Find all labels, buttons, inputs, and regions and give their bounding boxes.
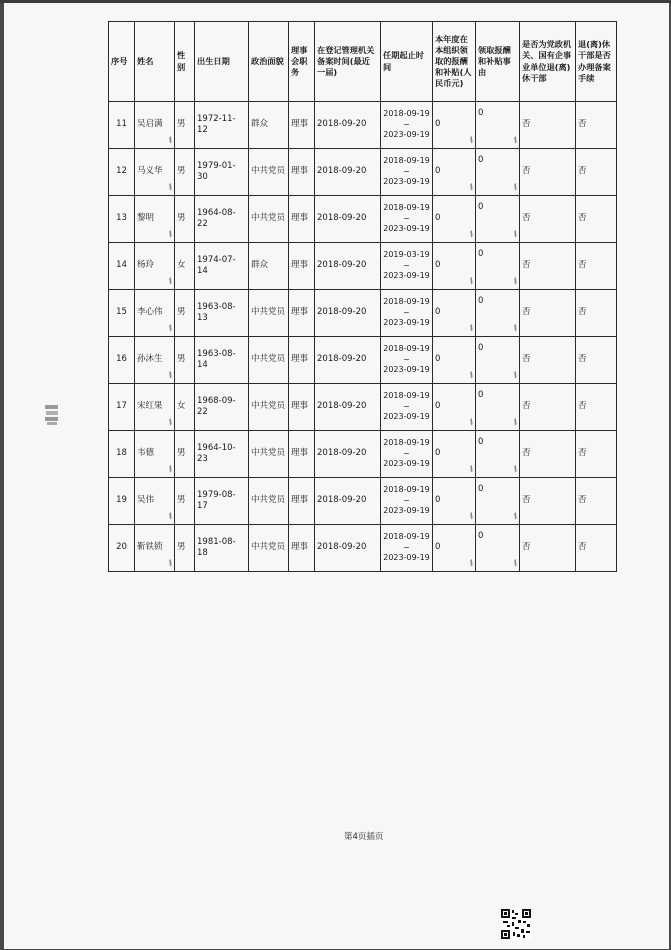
cell-birth: 1974-07-14	[195, 243, 249, 290]
header-procedure: 退(离)休干部是否办理备案手续	[576, 22, 617, 102]
table-row	[109, 196, 617, 243]
cell-retired: 否	[520, 525, 576, 572]
cell-pay	[433, 196, 476, 243]
resize-corner-icon: ⁄⁄	[468, 182, 475, 191]
name-text: 吴伟	[137, 495, 155, 506]
header-seq: 序号	[109, 22, 135, 102]
term-end: 2023-09-19	[383, 459, 430, 469]
cell-birth: 1979-01-30	[195, 149, 249, 196]
cell-name	[135, 384, 175, 431]
cell-retired: 否	[520, 431, 576, 478]
header-gender: 性别	[175, 22, 195, 102]
table-row	[109, 478, 617, 525]
term-start: 2018-09-19	[383, 296, 430, 306]
cell-reason	[476, 290, 520, 337]
cell-seq: 19	[109, 478, 135, 525]
resize-corner-icon: ⁄⁄	[512, 229, 519, 238]
cell-seq: 11	[109, 102, 135, 149]
cell-term	[381, 290, 433, 337]
cell-political: 群众	[249, 243, 289, 290]
pay-text: 0	[435, 542, 441, 553]
resize-corner-icon: ⁄⁄	[512, 182, 519, 191]
reason-text: 0	[478, 249, 484, 259]
name-text: 黎明	[137, 213, 155, 224]
cell-filing: 2018-09-20	[315, 525, 381, 572]
term-sep: ~	[403, 166, 410, 176]
cell-political: 中共党员	[249, 149, 289, 196]
name-text: 宋红果	[137, 401, 163, 412]
resize-corner-icon: ⁄⁄	[468, 323, 475, 332]
cell-seq: 15	[109, 290, 135, 337]
cell-seq: 18	[109, 431, 135, 478]
qr-code-icon	[501, 909, 531, 939]
cell-name	[135, 102, 175, 149]
cell-filing: 2018-09-20	[315, 243, 381, 290]
term-end: 2023-09-19	[383, 365, 430, 375]
cell-procedure: 否	[576, 149, 617, 196]
resize-corner-icon: ⁄⁄	[468, 511, 475, 520]
cell-procedure: 否	[576, 243, 617, 290]
cell-position: 理事	[289, 337, 315, 384]
table-header-row	[109, 22, 617, 102]
cell-political: 群众	[249, 102, 289, 149]
cell-retired: 否	[520, 102, 576, 149]
cell-political: 中共党员	[249, 196, 289, 243]
resize-corner-icon: ⁄⁄	[167, 276, 174, 285]
name-text: 孙沐生	[137, 354, 163, 365]
reason-text: 0	[478, 202, 484, 212]
resize-corner-icon: ⁄⁄	[512, 417, 519, 426]
cell-political: 中共党员	[249, 384, 289, 431]
term-sep: ~	[403, 119, 410, 129]
header-political: 政治面貌	[249, 22, 289, 102]
resize-corner-icon: ⁄⁄	[468, 229, 475, 238]
resize-corner-icon: ⁄⁄	[167, 135, 174, 144]
page-footer: 第4页插页	[344, 832, 384, 842]
term-end: 2023-09-19	[383, 553, 430, 563]
cell-term	[381, 478, 433, 525]
name-text: 李心伟	[137, 307, 163, 318]
header-pay: 本年度在本组织领取的报酬和补贴(人民币元)	[433, 22, 476, 102]
cell-procedure: 否	[576, 384, 617, 431]
resize-corner-icon: ⁄⁄	[512, 464, 519, 473]
cell-name	[135, 196, 175, 243]
cell-position: 理事	[289, 525, 315, 572]
cell-term	[381, 337, 433, 384]
term-sep: ~	[403, 354, 410, 364]
cell-retired: 否	[520, 478, 576, 525]
name-text: 靳铁锁	[137, 542, 163, 553]
reason-text: 0	[478, 108, 484, 118]
term-end: 2023-09-19	[383, 318, 430, 328]
cell-name	[135, 431, 175, 478]
cell-gender: 男	[175, 149, 195, 196]
cell-procedure: 否	[576, 478, 617, 525]
reason-text: 0	[478, 390, 484, 400]
cell-gender: 男	[175, 431, 195, 478]
term-start: 2019-03-19	[383, 249, 430, 259]
cell-filing: 2018-09-20	[315, 337, 381, 384]
cell-reason	[476, 337, 520, 384]
cell-term	[381, 196, 433, 243]
pay-text: 0	[435, 119, 441, 130]
cell-birth: 1981-08-18	[195, 525, 249, 572]
header-retired: 是否为党政机关、国有企事业单位退(离)休干部	[520, 22, 576, 102]
cell-name	[135, 290, 175, 337]
cell-pay	[433, 243, 476, 290]
resize-corner-icon: ⁄⁄	[512, 511, 519, 520]
cell-retired: 否	[520, 290, 576, 337]
resize-corner-icon: ⁄⁄	[468, 558, 475, 567]
term-sep: ~	[403, 401, 410, 411]
table-row	[109, 149, 617, 196]
cell-political: 中共党员	[249, 337, 289, 384]
cell-pay	[433, 525, 476, 572]
cell-filing: 2018-09-20	[315, 149, 381, 196]
binder-clip-icon	[44, 402, 60, 428]
cell-gender: 男	[175, 290, 195, 337]
cell-position: 理事	[289, 196, 315, 243]
name-text: 杨玲	[137, 260, 155, 271]
resize-corner-icon: ⁄⁄	[512, 370, 519, 379]
cell-filing: 2018-09-20	[315, 102, 381, 149]
cell-term	[381, 525, 433, 572]
cell-term	[381, 384, 433, 431]
cell-reason	[476, 478, 520, 525]
pay-text: 0	[435, 260, 441, 271]
resize-corner-icon: ⁄⁄	[468, 135, 475, 144]
cell-seq: 12	[109, 149, 135, 196]
cell-procedure: 否	[576, 431, 617, 478]
cell-political: 中共党员	[249, 478, 289, 525]
term-sep: ~	[403, 260, 410, 270]
term-end: 2023-09-19	[383, 412, 430, 422]
cell-name	[135, 337, 175, 384]
term-end: 2023-09-19	[383, 506, 430, 516]
cell-seq: 20	[109, 525, 135, 572]
table-row	[109, 384, 617, 431]
cell-term	[381, 431, 433, 478]
resize-corner-icon: ⁄⁄	[512, 323, 519, 332]
term-start: 2018-09-19	[383, 108, 430, 118]
cell-reason	[476, 525, 520, 572]
cell-pay	[433, 102, 476, 149]
cell-political: 中共党员	[249, 431, 289, 478]
term-end: 2023-09-19	[383, 130, 430, 140]
cell-filing: 2018-09-20	[315, 431, 381, 478]
cell-filing: 2018-09-20	[315, 196, 381, 243]
term-sep: ~	[403, 307, 410, 317]
cell-reason	[476, 384, 520, 431]
cell-reason	[476, 149, 520, 196]
cell-position: 理事	[289, 431, 315, 478]
cell-seq: 17	[109, 384, 135, 431]
term-end: 2023-09-19	[383, 224, 430, 234]
resize-corner-icon: ⁄⁄	[468, 464, 475, 473]
cell-name	[135, 243, 175, 290]
cell-procedure: 否	[576, 102, 617, 149]
reason-text: 0	[478, 531, 484, 541]
cell-position: 理事	[289, 478, 315, 525]
cell-position: 理事	[289, 102, 315, 149]
cell-position: 理事	[289, 384, 315, 431]
cell-reason	[476, 243, 520, 290]
table-row	[109, 431, 617, 478]
cell-birth: 1979-08-17	[195, 478, 249, 525]
table-row	[109, 243, 617, 290]
header-filing: 在登记管理机关备案时间(最近一届)	[315, 22, 381, 102]
cell-name	[135, 149, 175, 196]
cell-gender: 男	[175, 337, 195, 384]
cell-reason	[476, 196, 520, 243]
cell-pay	[433, 337, 476, 384]
cell-gender: 男	[175, 102, 195, 149]
pay-text: 0	[435, 307, 441, 318]
term-start: 2018-09-19	[383, 390, 430, 400]
reason-text: 0	[478, 155, 484, 165]
table-body	[109, 102, 617, 572]
resize-corner-icon: ⁄⁄	[167, 323, 174, 332]
cell-pay	[433, 149, 476, 196]
pay-text: 0	[435, 495, 441, 506]
cell-political: 中共党员	[249, 290, 289, 337]
header-reason: 领取报酬和补贴事由	[476, 22, 520, 102]
header-name: 姓名	[135, 22, 175, 102]
cell-seq: 16	[109, 337, 135, 384]
table-row	[109, 290, 617, 337]
term-start: 2018-09-19	[383, 202, 430, 212]
resize-corner-icon: ⁄⁄	[468, 276, 475, 285]
term-end: 2023-09-19	[383, 271, 430, 281]
cell-position: 理事	[289, 149, 315, 196]
cell-retired: 否	[520, 149, 576, 196]
table-row	[109, 102, 617, 149]
resize-corner-icon: ⁄⁄	[468, 417, 475, 426]
reason-text: 0	[478, 343, 484, 353]
name-text: 马义华	[137, 166, 163, 177]
cell-birth: 1963-08-14	[195, 337, 249, 384]
council-member-table	[108, 21, 617, 572]
term-start: 2018-09-19	[383, 437, 430, 447]
term-start: 2018-09-19	[383, 531, 430, 541]
cell-retired: 否	[520, 337, 576, 384]
resize-corner-icon: ⁄⁄	[512, 558, 519, 567]
cell-term	[381, 149, 433, 196]
cell-gender: 男	[175, 196, 195, 243]
cell-retired: 否	[520, 196, 576, 243]
pay-text: 0	[435, 401, 441, 412]
cell-filing: 2018-09-20	[315, 478, 381, 525]
name-text: 吴启满	[137, 119, 163, 130]
pay-text: 0	[435, 354, 441, 365]
cell-pay	[433, 478, 476, 525]
cell-filing: 2018-09-20	[315, 290, 381, 337]
cell-term	[381, 243, 433, 290]
cell-gender: 男	[175, 478, 195, 525]
cell-reason	[476, 102, 520, 149]
cell-birth: 1968-09-22	[195, 384, 249, 431]
table-row	[109, 525, 617, 572]
cell-term	[381, 102, 433, 149]
cell-filing: 2018-09-20	[315, 384, 381, 431]
table-row	[109, 337, 617, 384]
resize-corner-icon: ⁄⁄	[512, 276, 519, 285]
term-start: 2018-09-19	[383, 155, 430, 165]
pay-text: 0	[435, 213, 441, 224]
pay-text: 0	[435, 448, 441, 459]
cell-name	[135, 525, 175, 572]
cell-procedure: 否	[576, 290, 617, 337]
cell-gender: 女	[175, 384, 195, 431]
name-text: 韦德	[137, 448, 155, 459]
header-term: 任期起止时间	[381, 22, 433, 102]
header-position: 理事会职务	[289, 22, 315, 102]
resize-corner-icon: ⁄⁄	[167, 229, 174, 238]
term-sep: ~	[403, 495, 410, 505]
cell-gender: 男	[175, 525, 195, 572]
cell-pay	[433, 290, 476, 337]
cell-position: 理事	[289, 243, 315, 290]
resize-corner-icon: ⁄⁄	[512, 135, 519, 144]
cell-birth: 1964-08-22	[195, 196, 249, 243]
resize-corner-icon: ⁄⁄	[167, 417, 174, 426]
cell-procedure: 否	[576, 525, 617, 572]
resize-corner-icon: ⁄⁄	[167, 370, 174, 379]
term-sep: ~	[403, 213, 410, 223]
cell-pay	[433, 384, 476, 431]
cell-reason	[476, 431, 520, 478]
cell-procedure: 否	[576, 337, 617, 384]
reason-text: 0	[478, 437, 484, 447]
cell-seq: 14	[109, 243, 135, 290]
cell-retired: 否	[520, 243, 576, 290]
cell-retired: 否	[520, 384, 576, 431]
header-birth: 出生日期	[195, 22, 249, 102]
cell-birth: 1963-08-13	[195, 290, 249, 337]
cell-gender: 女	[175, 243, 195, 290]
cell-birth: 1964-10-23	[195, 431, 249, 478]
pay-text: 0	[435, 166, 441, 177]
cell-position: 理事	[289, 290, 315, 337]
cell-procedure: 否	[576, 196, 617, 243]
term-start: 2018-09-19	[383, 484, 430, 494]
term-sep: ~	[403, 448, 410, 458]
resize-corner-icon: ⁄⁄	[167, 558, 174, 567]
term-sep: ~	[403, 542, 410, 552]
term-start: 2018-09-19	[383, 343, 430, 353]
cell-birth: 1972-11-12	[195, 102, 249, 149]
resize-corner-icon: ⁄⁄	[468, 370, 475, 379]
cell-political: 中共党员	[249, 525, 289, 572]
term-end: 2023-09-19	[383, 177, 430, 187]
resize-corner-icon: ⁄⁄	[167, 511, 174, 520]
cell-name	[135, 478, 175, 525]
resize-corner-icon: ⁄⁄	[167, 464, 174, 473]
reason-text: 0	[478, 484, 484, 494]
resize-corner-icon: ⁄⁄	[167, 182, 174, 191]
cell-pay	[433, 431, 476, 478]
cell-seq: 13	[109, 196, 135, 243]
reason-text: 0	[478, 296, 484, 306]
